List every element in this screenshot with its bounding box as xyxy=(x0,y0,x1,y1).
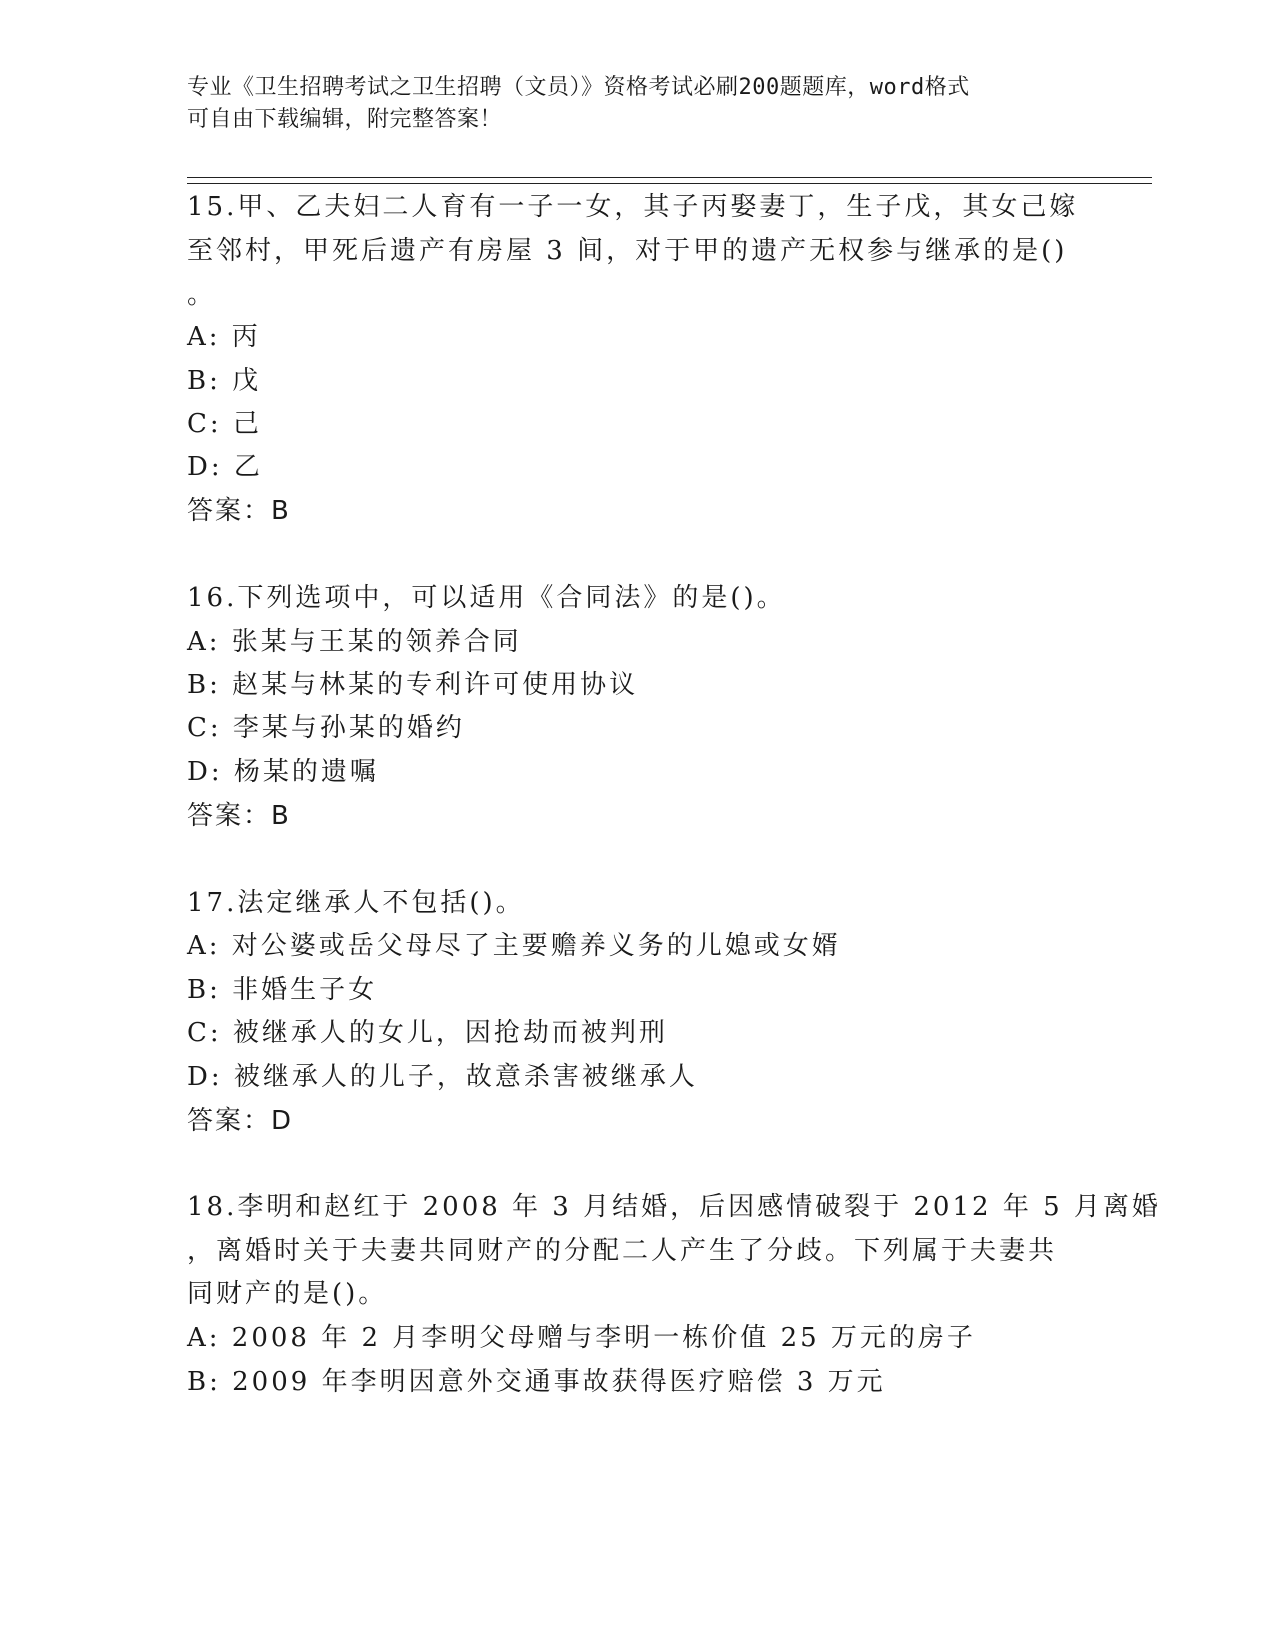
q17-option-d: D: 被继承人的儿子，故意杀害被继承人 xyxy=(187,1062,698,1092)
q18-stem-line-1: 18.李明和赵红于 2008 年 3 月结婚，后因感情破裂于 2012 年 5 月离婚 xyxy=(187,1192,1161,1222)
q16-answer: 答案：B xyxy=(187,801,291,831)
header-rule-top xyxy=(187,177,1152,178)
q18-option-b: B: 2009 年李明因意外交通事故获得医疗赔偿 3 万元 xyxy=(187,1367,886,1397)
q15-option-b: B: 戊 xyxy=(187,366,262,396)
q18-stem-line-2: ，离婚时关于夫妻共同财产的分配二人产生了分歧。下列属于夫妻共 xyxy=(187,1236,1058,1266)
q16-option-a: A: 张某与王某的领养合同 xyxy=(187,627,522,657)
header-rule-bottom xyxy=(187,183,1152,184)
q18-option-a: A: 2008 年 2 月李明父母赠与李明一栋价值 25 万元的房子 xyxy=(187,1323,976,1353)
q16-option-c: C: 李某与孙某的婚约 xyxy=(187,713,465,743)
q17-option-a: A: 对公婆或岳父母尽了主要赡养义务的儿媳或女婿 xyxy=(187,931,841,961)
q15-option-d: D: 乙 xyxy=(187,452,263,482)
q18-stem-line-3: 同财产的是()。 xyxy=(187,1279,388,1309)
q15-option-a: A: 丙 xyxy=(187,322,261,352)
q16-option-d: D: 杨某的遗嘱 xyxy=(187,757,379,787)
header-line-1: 专业《卫生招聘考试之卫生招聘（文员）》资格考试必刷200题题库，word格式 xyxy=(187,75,970,100)
q17-option-c: C: 被继承人的女儿，因抢劫而被判刑 xyxy=(187,1018,668,1048)
q15-stem-line-2: 至邻村，甲死后遗产有房屋 3 间，对于甲的遗产无权参与继承的是() xyxy=(187,236,1068,266)
q16-option-b: B: 赵某与林某的专利许可使用协议 xyxy=(187,670,639,700)
q17-option-b: B: 非婚生子女 xyxy=(187,975,378,1005)
document-header xyxy=(187,72,1067,136)
q15-option-c: C: 己 xyxy=(187,409,262,439)
q15-stem-line-3: 。 xyxy=(187,280,217,310)
q15-stem-line-1: 15.甲、乙夫妇二人育有一子一女，其子丙娶妻丁，生子戊，其女己嫁 xyxy=(187,192,1079,222)
q17-stem-line-1: 17.法定继承人不包括()。 xyxy=(187,888,525,918)
q15-answer: 答案：B xyxy=(187,496,291,526)
header-line-2: 可自由下载编辑，附完整答案！ xyxy=(187,107,503,132)
q16-stem-line-1: 16.下列选项中，可以适用《合同法》的是()。 xyxy=(187,583,786,613)
q17-answer: 答案：D xyxy=(187,1106,294,1136)
